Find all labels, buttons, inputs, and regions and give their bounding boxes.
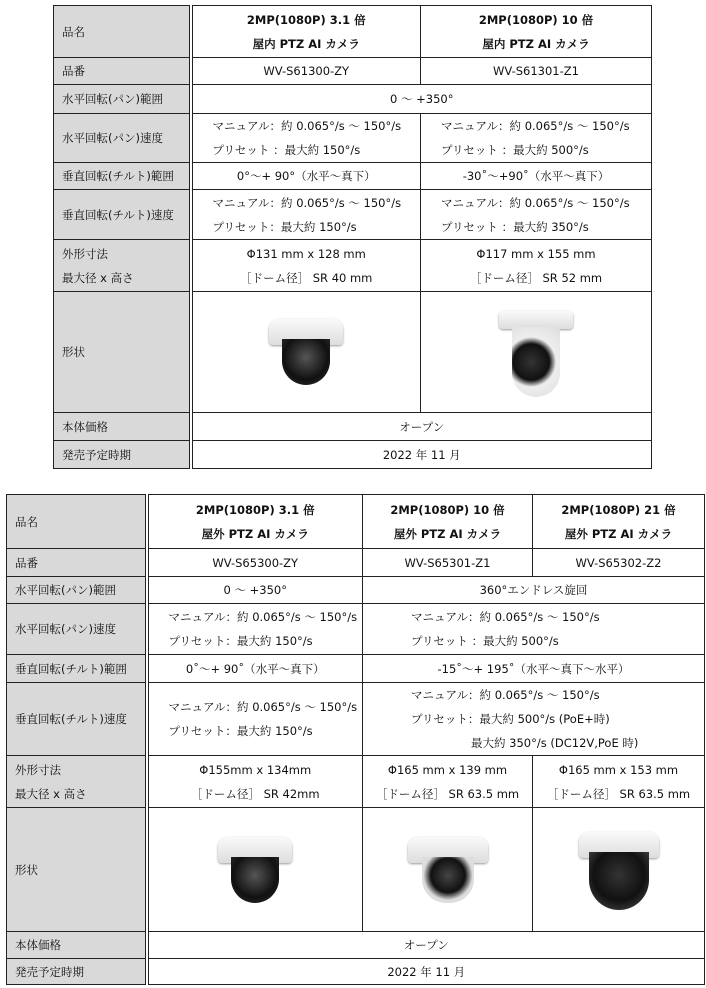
tilt-range: -30˚～+90˚（水平～真下） bbox=[421, 163, 652, 190]
dome-camera-icon bbox=[218, 831, 292, 909]
label-release: 発売予定時期 bbox=[54, 441, 191, 469]
label-name: 品名 bbox=[54, 6, 191, 58]
product-name: 2MP(1080P) 3.1 倍 屋外 PTZ AI カメラ bbox=[147, 495, 363, 549]
pan-range: 360°エンドレス旋回 bbox=[363, 577, 705, 604]
pan-speed: マニュアル：約 0.065°/s ～ 150°/s プリセット ：最大約 150°/s bbox=[191, 114, 421, 163]
camera-image bbox=[363, 808, 533, 932]
label-price: 本体価格 bbox=[7, 932, 147, 959]
product-name: 2MP(1080P) 21 倍 屋外 PTZ AI カメラ bbox=[533, 495, 705, 549]
tilt-range: 0°～+ 90°（水平～真下） bbox=[191, 163, 421, 190]
camera-image bbox=[533, 808, 705, 932]
size: Φ117 mm x 155 mm ［ドーム径］ SR 52 mm bbox=[421, 240, 652, 292]
label-pan-range: 水平回転(パン)範囲 bbox=[54, 85, 191, 114]
label-size: 外形寸法 最大径 x 高さ bbox=[7, 756, 147, 808]
tilt-range: -15˚～+ 195˚（水平～真下～水平） bbox=[363, 655, 705, 683]
release-date: 2022 年 11 月 bbox=[191, 441, 652, 469]
ptz-camera-icon bbox=[499, 305, 573, 400]
label-price: 本体価格 bbox=[54, 413, 191, 441]
tilt-speed: マニュアル：約 0.065°/s ～ 150°/s プリセット ：最大約 350°/s bbox=[421, 190, 652, 240]
label-tilt-speed: 垂直回転(チルト)速度 bbox=[54, 190, 191, 240]
model-number: WV-S65300-ZY bbox=[147, 549, 363, 577]
release-date: 2022 年 11 月 bbox=[147, 959, 705, 985]
label-size: 外形寸法 最大径 x 高さ bbox=[54, 240, 191, 292]
label-shape: 形状 bbox=[7, 808, 147, 932]
dome-camera-icon bbox=[269, 313, 343, 391]
label-tilt-range: 垂直回転(チルト)範囲 bbox=[54, 163, 191, 190]
label-name: 品名 bbox=[7, 495, 147, 549]
product-name: 2MP(1080P) 10 倍 屋内 PTZ AI カメラ bbox=[421, 6, 652, 58]
product-name: 2MP(1080P) 10 倍 屋外 PTZ AI カメラ bbox=[363, 495, 533, 549]
label-release: 発売予定時期 bbox=[7, 959, 147, 985]
label-pan-speed: 水平回転(パン)速度 bbox=[7, 604, 147, 655]
price: オープン bbox=[147, 932, 705, 959]
size: Φ165 mm x 139 mm ［ドーム径］ SR 63.5 mm bbox=[363, 756, 533, 808]
label-pan-speed: 水平回転(パン)速度 bbox=[54, 114, 191, 163]
outdoor-spec-table bbox=[6, 494, 705, 985]
tilt-range: 0˚～+ 90˚（水平～真下） bbox=[147, 655, 363, 683]
camera-image bbox=[421, 292, 652, 413]
dome-camera-icon bbox=[579, 826, 659, 914]
price: オープン bbox=[191, 413, 652, 441]
model-number: WV-S61301-Z1 bbox=[421, 58, 652, 85]
size: Φ155mm x 134mm ［ドーム径］ SR 42mm bbox=[147, 756, 363, 808]
label-pan-range: 水平回転(パン)範囲 bbox=[7, 577, 147, 604]
camera-image bbox=[191, 292, 421, 413]
pan-range: 0 ～ +350° bbox=[191, 85, 652, 114]
pan-speed: マニュアル：約 0.065°/s ～ 150°/s プリセット ：最大約 500°/s bbox=[363, 604, 705, 655]
label-tilt-range: 垂直回転(チルト)範囲 bbox=[7, 655, 147, 683]
label-model: 品番 bbox=[7, 549, 147, 577]
dome-camera-icon bbox=[408, 831, 488, 909]
pan-range: 0 ～ +350° bbox=[147, 577, 363, 604]
label-model: 品番 bbox=[54, 58, 191, 85]
tilt-speed: マニュアル：約 0.065°/s ～ 150°/s プリセット：最大約 150°/s bbox=[191, 190, 421, 240]
pan-speed: マニュアル：約 0.065°/s ～ 150°/s プリセット ：最大約 500°/s bbox=[421, 114, 652, 163]
size: Φ165 mm x 153 mm ［ドーム径］ SR 63.5 mm bbox=[533, 756, 705, 808]
tilt-speed: マニュアル：約 0.065°/s ～ 150°/s プリセット：最大約 500°/s (PoE+時) 最大約 350°/s (DC12V,PoE 時) bbox=[363, 683, 705, 756]
size: Φ131 mm x 128 mm ［ドーム径］ SR 40 mm bbox=[191, 240, 421, 292]
label-shape: 形状 bbox=[54, 292, 191, 413]
model-number: WV-S61300-ZY bbox=[191, 58, 421, 85]
model-number: WV-S65301-Z1 bbox=[363, 549, 533, 577]
pan-speed: マニュアル：約 0.065°/s ～ 150°/s プリセット：最大約 150°/s bbox=[147, 604, 363, 655]
camera-image bbox=[147, 808, 363, 932]
tilt-speed: マニュアル：約 0.065°/s ～ 150°/s プリセット：最大約 150°/s bbox=[147, 683, 363, 756]
indoor-spec-table bbox=[53, 5, 652, 469]
product-name: 2MP(1080P) 3.1 倍 屋内 PTZ AI カメラ bbox=[191, 6, 421, 58]
model-number: WV-S65302-Z2 bbox=[533, 549, 705, 577]
label-tilt-speed: 垂直回転(チルト)速度 bbox=[7, 683, 147, 756]
